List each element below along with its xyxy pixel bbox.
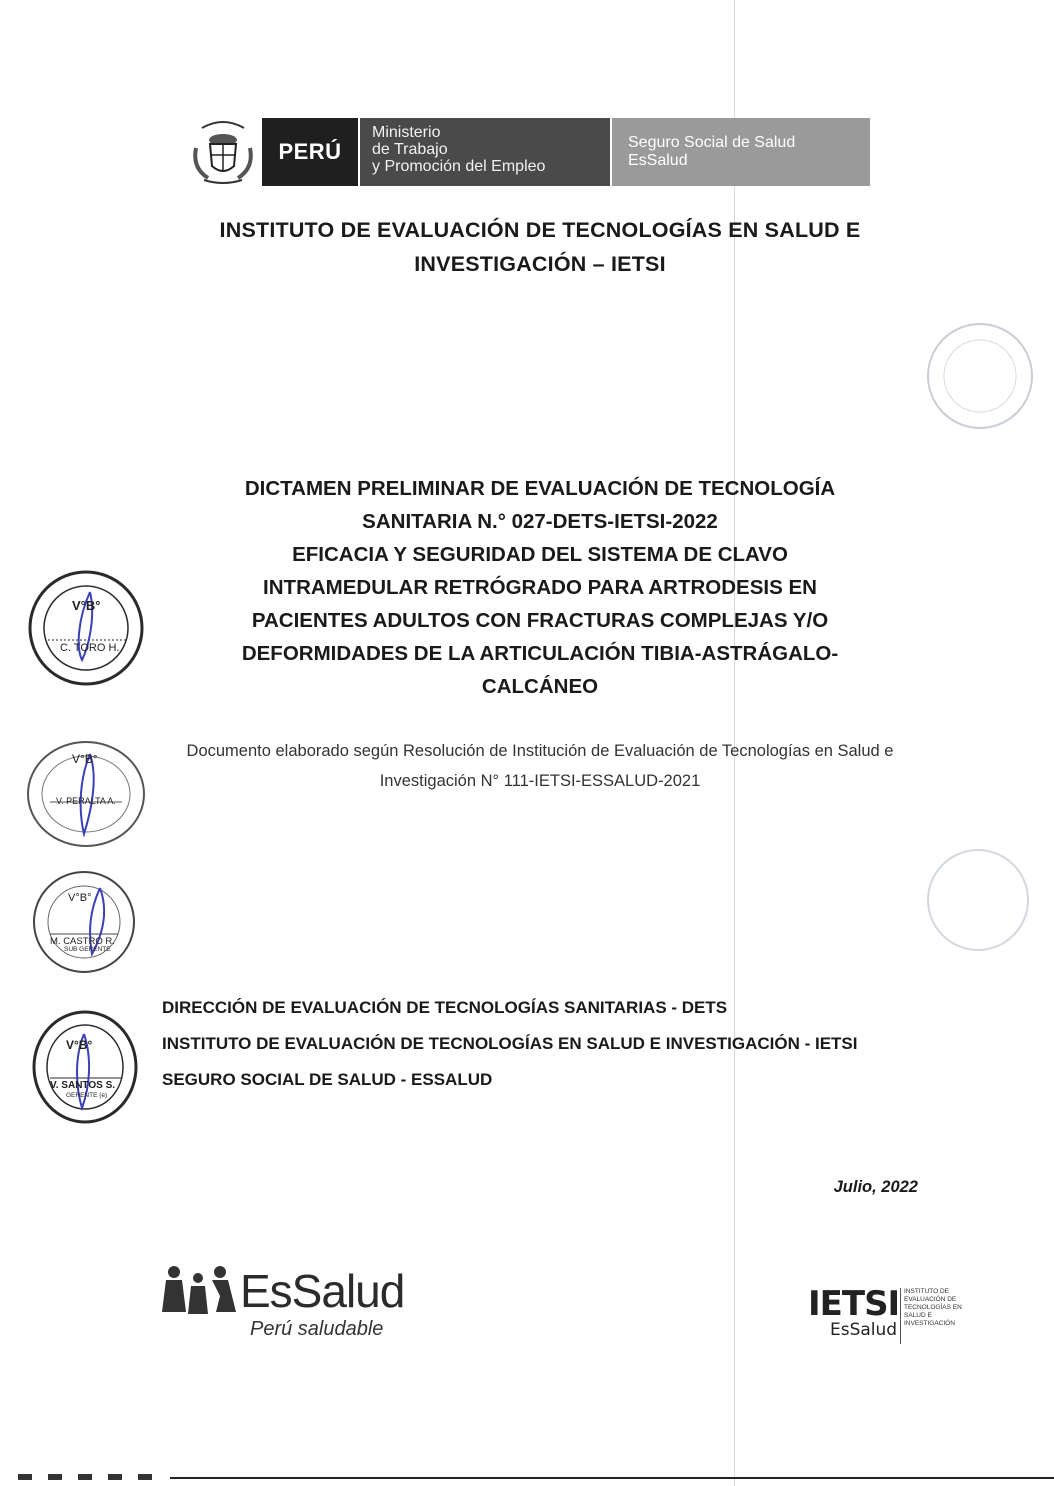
government-header-banner [188,118,870,186]
peru-label: PERÚ [262,118,358,186]
stamp-vb: V°B° [72,752,98,766]
faint-seal-icon [922,844,1034,956]
scan-marks [18,1474,158,1480]
stamp-seal-icon [26,568,146,688]
ietsi-logo [808,1284,962,1348]
stamp-name: V. PERALTA A. [56,796,116,806]
affiliations-list [162,996,932,1104]
ietsi-brand-text: IETSI [808,1284,900,1324]
stamp-seal-icon [30,870,138,974]
dictamen-title: DICTAMEN PRELIMINAR DE EVALUACIÓN DE TECNOLOGÍA SANITARIA N.° 027-DETS-IETSI-2022 EFICACIA Y SEGURIDAD DEL SISTEMA DE CLAVO INTRAMEDULAR RETRÓGRADO PARA ARTRODESIS EN PACIENTES ADULTOS CON FRACTURAS COMPLEJAS Y/O DEFORMIDADES DE LA ARTICULACIÓN TIBIA-ASTRÁGALO- CALCÁNEO [241,477,839,698]
document-date: Julio, 2022 [833,1178,918,1196]
faint-seal-icon [924,318,1036,434]
ietsi-small-print: INSTITUTO DE EVALUACIÓN DE TECNOLOGÍAS EN SALUD E INVESTIGACIÓN [904,1288,962,1327]
affiliation-essalud: SEGURO SOCIAL DE SALUD - ESSALUD [162,1070,493,1089]
approval-stamp-toro [26,568,146,688]
stamp-seal-icon [30,1008,140,1126]
ietsi-divider [900,1288,901,1344]
stamp-name: M. CASTRO R. [50,936,115,947]
institute-title: INSTITUTO DE EVALUACIÓN DE TECNOLOGÍAS EN SALUD E INVESTIGACIÓN – IETSI [219,218,861,276]
affiliation-dets: DIRECCIÓN DE EVALUACIÓN DE TECNOLOGÍAS SANITARIAS - DETS [162,998,728,1017]
stamp-vb: V°B° [72,598,101,613]
essalud-brand-text: EsSalud [240,1265,405,1317]
stamp-name: C. TORO H. [60,642,120,654]
ministry-label: Ministerio de Trabajo y Promoción del Empleo [358,118,610,186]
bottom-rule [170,1477,1054,1479]
coat-of-arms-icon [188,118,258,186]
document-resolution-note: Documento elaborado según Resolución de Institución de Evaluación de Tecnologías en Salud e Investigación N° 111-IETSI-ESSALUD-2021 [186,742,894,790]
stamp-name: V. SANTOS S. [50,1080,116,1091]
stamp-role: GERENTE (e) [66,1092,108,1099]
ietsi-sub-text: EsSalud [830,1320,898,1340]
approval-stamp-santos [30,1008,140,1126]
approval-stamp-peralta [24,738,148,850]
approval-stamp-castro [30,870,138,974]
essalud-logo [160,1262,420,1352]
essalud-header-label: Seguro Social de Salud EsSalud [610,118,870,186]
affiliation-ietsi: INSTITUTO DE EVALUACIÓN DE TECNOLOGÍAS EN SALUD E INVESTIGACIÓN - IETSI [162,1034,858,1053]
essalud-tagline: Perú saludable [250,1318,384,1340]
stamp-vb: V°B° [66,1038,93,1052]
family-figures-icon [160,1262,240,1322]
stamp-vb: V°B° [68,892,92,904]
stamp-role: SUB GERENTE [64,946,111,953]
